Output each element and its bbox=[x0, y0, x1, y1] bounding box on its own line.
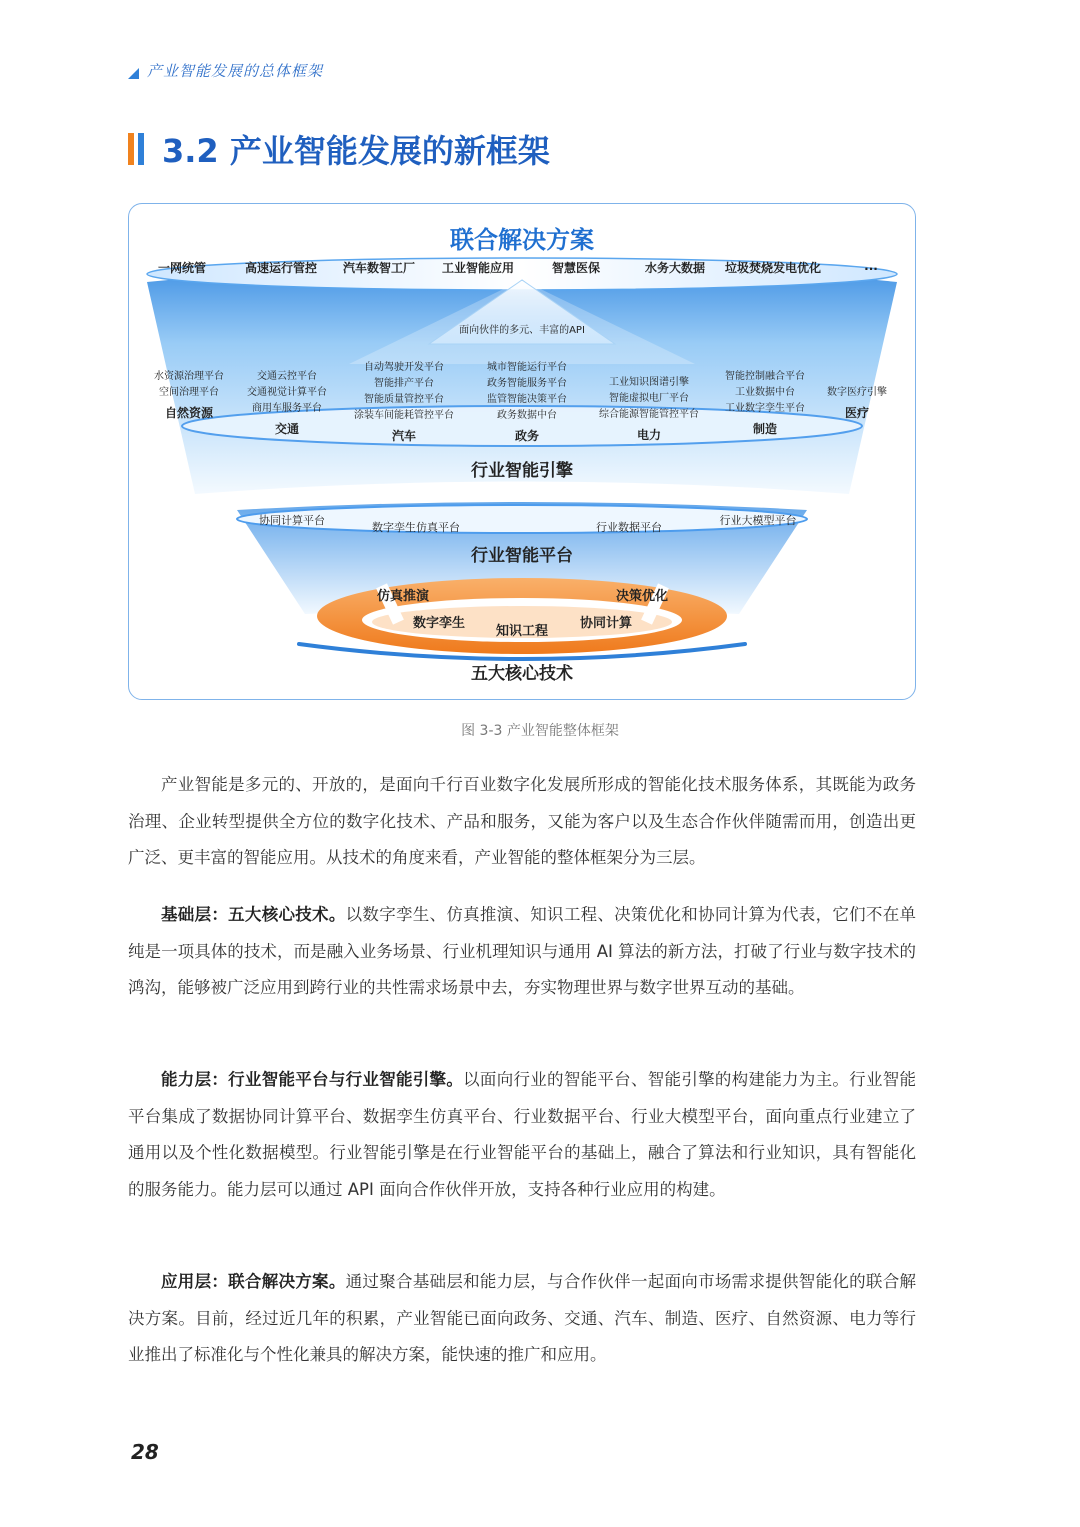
platform-label: 行业大模型平台 bbox=[719, 514, 797, 527]
body-text bbox=[128, 1062, 916, 1208]
industry-name: 政务 bbox=[514, 429, 539, 443]
industry-item: 涂装车间能耗管控平台 bbox=[354, 410, 454, 421]
platform-label: 行业数据平台 bbox=[596, 521, 662, 534]
figure-caption: 图 3-3 产业智能整体框架 bbox=[461, 723, 619, 739]
core-tech-label: 决策优化 bbox=[615, 589, 669, 604]
industry-item: 水资源治理平台 bbox=[154, 371, 224, 382]
industry-item: 智能排产平台 bbox=[374, 378, 434, 389]
title-accent-blue bbox=[138, 133, 144, 165]
industry-name: 自然资源 bbox=[164, 406, 213, 420]
industry-stack bbox=[487, 360, 567, 444]
section-title-text: 3.2 产业智能发展的新框架 bbox=[162, 132, 550, 170]
industry-name: 制造 bbox=[752, 422, 777, 436]
paragraph-text: 以面向行业的智能平台、智能引擎的构建能力为主。行业智能平台集成了数据协同计算平台、数据孪生仿真平台、行业数据平台、行业大模型平台，面向重点行业建立了通用以及个性化数据模型。行业智能引擎是在行业智能平台的基础上，融合了算法和行业知识，具有智能化的服务能力。能力层可以通过 API 面向合作伙伴开放，支持各种行业应用的构建。 bbox=[128, 1070, 917, 1199]
page-number: 28 bbox=[131, 1440, 159, 1464]
paragraph-lead: 能力层：行业智能平台与行业智能引擎。 bbox=[161, 1070, 464, 1089]
section-title bbox=[128, 126, 550, 172]
solution-label: 智慧医保 bbox=[551, 261, 601, 275]
solution-label: 高速运行管控 bbox=[244, 261, 318, 275]
title-accent-orange bbox=[128, 133, 134, 165]
paragraph-lead: 基础层：五大核心技术。 bbox=[161, 905, 346, 924]
industry-item: 商用车服务平台 bbox=[252, 403, 322, 414]
industry-stack bbox=[154, 369, 224, 421]
body-text bbox=[128, 897, 916, 1007]
paragraph-text: 以数字孪生、仿真推演、知识工程、决策优化和协同计算为代表，它们不在单纯是一项具体的技术，而是融入业务场景、行业机理知识与通用 AI 算法的新方法，打破了行业与数字技术的鸿沟，能够被广泛应用到跨行业的共性需求场景中去，夯实物理世界与数字世界互动的基础。 bbox=[128, 905, 916, 997]
body-text bbox=[128, 767, 916, 877]
industry-item: 智能质量管控平台 bbox=[364, 394, 444, 405]
solutions-title: 联合解决方案 bbox=[450, 226, 594, 254]
industry-item: 监管智能决策平台 bbox=[487, 394, 567, 405]
paragraph bbox=[128, 767, 916, 877]
industry-name: 汽车 bbox=[391, 429, 416, 443]
api-label: 面向伙伴的多元、丰富的API bbox=[459, 325, 585, 336]
core-title: 五大核心技术 bbox=[471, 664, 573, 684]
paragraph bbox=[128, 1062, 916, 1208]
solution-label: ... bbox=[864, 259, 878, 273]
paragraph bbox=[128, 897, 916, 1007]
industry-stack bbox=[599, 375, 699, 443]
running-header bbox=[128, 60, 323, 81]
industry-stack bbox=[725, 369, 805, 437]
industry-item: 政务智能服务平台 bbox=[487, 378, 567, 389]
industry-item: 自动驾驶开发平台 bbox=[364, 362, 444, 373]
platform-label: 数字孪生仿真平台 bbox=[372, 521, 460, 534]
industry-item: 交通云控平台 bbox=[257, 371, 317, 382]
industry-item: 智能虚拟电厂平台 bbox=[609, 393, 689, 404]
platform-label: 协同计算平台 bbox=[259, 514, 325, 527]
header-triangle-icon bbox=[128, 68, 139, 79]
engine-title: 行业智能引擎 bbox=[471, 461, 573, 481]
industry-item: 空间治理平台 bbox=[159, 387, 219, 398]
solution-label: 水务大数据 bbox=[644, 261, 706, 275]
industry-item: 工业数据中台 bbox=[735, 387, 795, 398]
solution-label: 汽车数智工厂 bbox=[342, 261, 416, 275]
solution-label: 垃圾焚烧发电优化 bbox=[724, 261, 822, 275]
core-tech-label: 数字孪生 bbox=[412, 616, 466, 631]
industry-item: 智能控制融合平台 bbox=[725, 371, 805, 382]
industry-name: 交通 bbox=[274, 422, 299, 436]
paragraph-lead: 应用层：联合解决方案。 bbox=[161, 1272, 346, 1291]
framework-figure bbox=[128, 203, 916, 700]
industry-item: 政务数据中台 bbox=[497, 410, 557, 421]
paragraph-text: 通过聚合基础层和能力层，与合作伙伴一起面向市场需求提供智能化的联合解决方案。目前，经过近几年的积累，产业智能已面向政务、交通、汽车、制造、医疗、自然资源、电力等行业推出了标准化与个性化兼具的解决方案，能快速的推广和应用。 bbox=[128, 1272, 916, 1364]
industry-name: 电力 bbox=[636, 428, 661, 442]
header-text: 产业智能发展的总体框架 bbox=[147, 62, 324, 80]
paragraph bbox=[128, 1264, 916, 1374]
platform-title: 行业智能平台 bbox=[471, 546, 573, 566]
industry-stack bbox=[827, 385, 887, 421]
industry-item: 工业知识图谱引擎 bbox=[609, 377, 689, 388]
industry-name: 医疗 bbox=[844, 406, 869, 420]
core-tech-label: 知识工程 bbox=[495, 624, 549, 639]
industry-item: 综合能源智能管控平台 bbox=[599, 409, 699, 420]
solution-label: 工业智能应用 bbox=[441, 261, 515, 275]
industry-item: 数字医疗引擎 bbox=[827, 387, 887, 398]
core-tech-label: 仿真推演 bbox=[376, 589, 430, 604]
industry-stack bbox=[354, 360, 454, 444]
paragraph-text: 产业智能是多元的、开放的，是面向千行百业数字化发展所形成的智能化技术服务体系，其既能为政务治理、企业转型提供全方位的数字化技术、产品和服务，又能为客户以及生态合作伙伴随需而用，创造出更广泛、更丰富的智能应用。从技术的角度来看，产业智能的整体框架分为三层。 bbox=[128, 775, 916, 867]
industry-item: 工业数字孪生平台 bbox=[725, 403, 805, 414]
body-text bbox=[128, 1264, 916, 1374]
industry-stack bbox=[247, 369, 327, 437]
solution-label: 一网统管 bbox=[157, 261, 207, 275]
industry-item: 城市智能运行平台 bbox=[487, 362, 567, 373]
industry-item: 交通视觉计算平台 bbox=[247, 387, 327, 398]
core-tech-label: 协同计算 bbox=[579, 616, 633, 631]
